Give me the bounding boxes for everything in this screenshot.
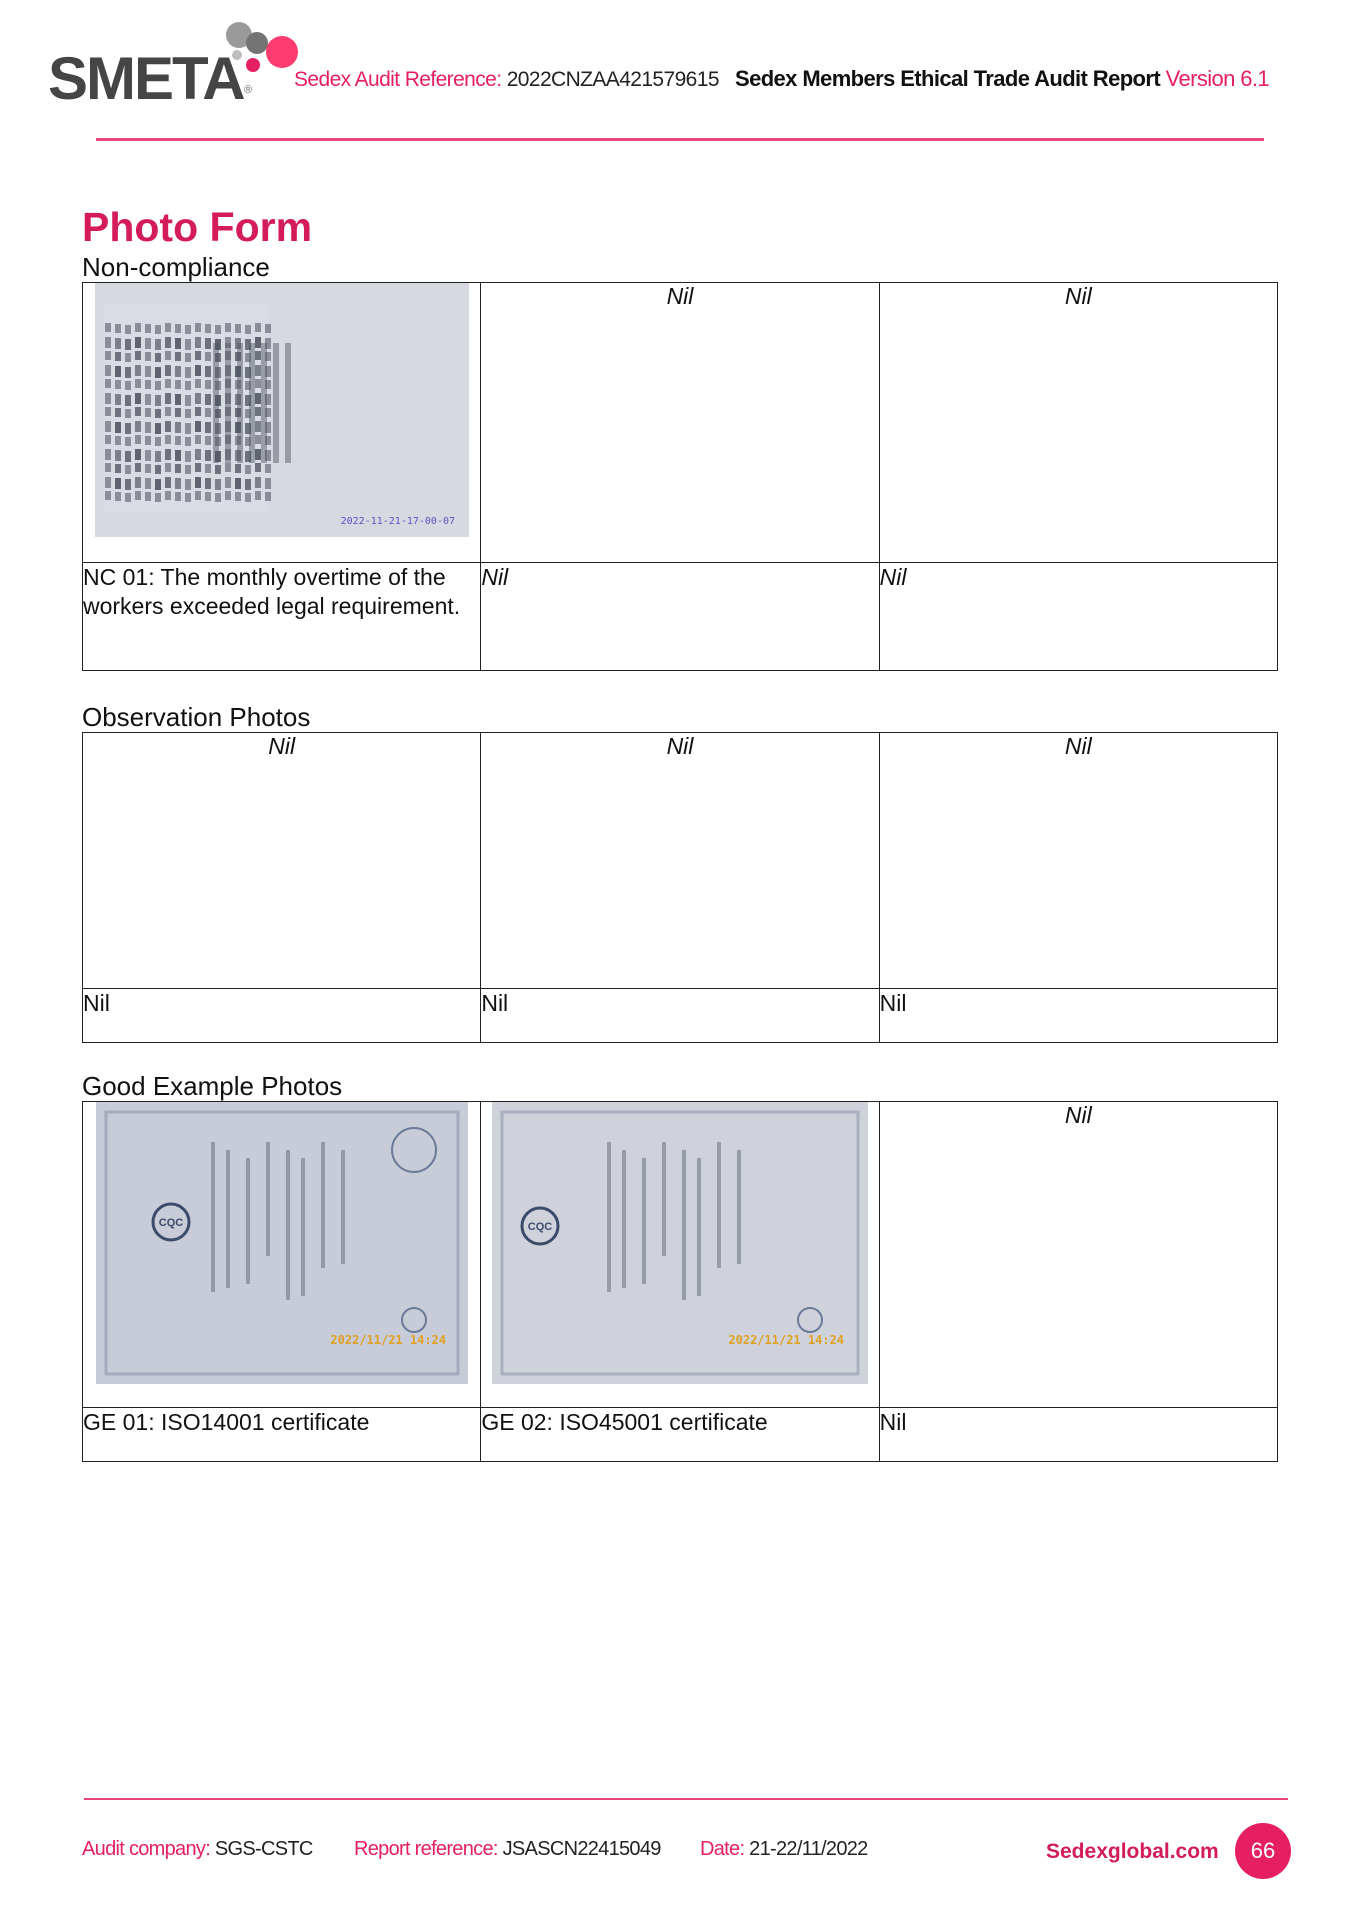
document-text-mark [265, 464, 271, 473]
document-text-mark [155, 353, 161, 362]
document-text-mark [175, 492, 181, 501]
document-text-mark [205, 366, 211, 377]
ge-photo-cell: Nil [879, 1102, 1277, 1408]
certificate-text-mark [717, 1142, 721, 1268]
document-text-mark [273, 343, 279, 463]
document-text-mark [235, 492, 241, 501]
document-text-mark [145, 338, 151, 349]
certificate-text-mark [622, 1150, 626, 1288]
document-text-mark [215, 325, 221, 334]
audit-reference-value: 2022CNZAA421579615 [506, 68, 719, 91]
certificate-text-mark [662, 1142, 666, 1256]
document-text-mark [225, 477, 231, 488]
certificate-text-mark [266, 1142, 270, 1256]
document-text-mark [195, 463, 201, 472]
document-text-mark [105, 463, 111, 472]
document-text-mark [175, 324, 181, 333]
report-title-text: Sedex Members Ethical Trade Audit Report [735, 66, 1161, 91]
document-text-mark [115, 408, 121, 417]
certificate-text-mark [737, 1150, 741, 1264]
document-text-mark [255, 449, 261, 460]
document-text-mark [155, 367, 161, 378]
audit-reference [294, 68, 719, 92]
document-text-mark [155, 437, 161, 446]
document-text-mark [145, 380, 151, 389]
document-text-mark [165, 393, 171, 404]
document-text-mark [205, 450, 211, 461]
document-text-mark [155, 409, 161, 418]
document-text-mark [165, 463, 171, 472]
document-text-mark [261, 343, 267, 463]
certificate-text-mark [301, 1158, 305, 1296]
document-text-mark [245, 465, 251, 474]
certificate-text-mark [607, 1142, 611, 1292]
document-text-mark [115, 450, 121, 461]
document-text-mark [115, 324, 121, 333]
document-text-mark [145, 352, 151, 361]
ge-photo-cell [83, 1102, 481, 1408]
non-compliance-table [82, 282, 1278, 671]
document-text-mark [125, 353, 131, 362]
document-text-mark [165, 477, 171, 488]
document-text-mark [135, 477, 141, 488]
document-text-mark [125, 437, 131, 446]
document-text-mark [125, 479, 131, 490]
document-text-mark [195, 393, 201, 404]
certificate-text-mark [246, 1158, 250, 1284]
footer-website: Sedexglobal.com [1046, 1840, 1219, 1863]
document-text-mark [115, 380, 121, 389]
document-text-mark [185, 493, 191, 502]
document-text-mark [205, 492, 211, 501]
document-text-mark [265, 324, 271, 333]
document-text-mark [135, 365, 141, 376]
document-text-mark [255, 477, 261, 488]
document-text-mark [245, 325, 251, 334]
nc-caption: Nil [481, 563, 879, 671]
document-text-mark [125, 493, 131, 502]
document-text-mark [175, 478, 181, 489]
nc-caption: NC 01: The monthly overtime of the workers exceeded legal requirement. [83, 563, 481, 671]
document-text-mark [155, 479, 161, 490]
report-title [735, 66, 1269, 92]
document-text-mark [135, 407, 141, 416]
document-text-mark [165, 407, 171, 416]
document-text-mark [105, 421, 111, 432]
document-text-mark [205, 324, 211, 333]
document-text-mark [205, 408, 211, 417]
certificate-text-mark [286, 1150, 290, 1300]
document-text-mark [255, 421, 261, 432]
document-text-mark [237, 343, 243, 463]
document-text-mark [155, 451, 161, 462]
document-text-mark [185, 395, 191, 406]
observation-caption: Nil [879, 989, 1277, 1043]
document-text-mark [255, 491, 261, 500]
nc-photo-cell: Nil [879, 283, 1277, 563]
cert-logo-text: CQC [158, 1217, 183, 1229]
document-text-mark [105, 491, 111, 500]
document-text-mark [175, 408, 181, 417]
document-text-mark [135, 449, 141, 460]
document-text-mark [115, 436, 121, 445]
logo-text: SMETA [48, 45, 244, 112]
document-text-mark [145, 408, 151, 417]
footer-date-value: 21-22/11/2022 [749, 1838, 868, 1860]
logo-registered-mark: ® [244, 84, 253, 96]
ge-caption: Nil [879, 1408, 1277, 1462]
document-text-mark [125, 409, 131, 418]
document-text-mark [235, 324, 241, 333]
document-text-mark [205, 338, 211, 349]
document-text-mark [285, 343, 291, 463]
footer-divider [84, 1798, 1288, 1800]
document-text-mark [185, 339, 191, 350]
document-text-mark [205, 380, 211, 389]
document-text-mark [175, 366, 181, 377]
document-text-mark [105, 323, 111, 332]
document-text-mark [115, 422, 121, 433]
document-text-mark [175, 380, 181, 389]
document-text-mark [115, 352, 121, 361]
document-text-mark [255, 435, 261, 444]
observation-photo-cell: Nil [481, 733, 879, 989]
document-text-mark [255, 407, 261, 416]
document-text-mark [105, 337, 111, 348]
certificate-text-mark [211, 1142, 215, 1292]
cert-logo-text: CQC [527, 1221, 553, 1233]
nc-photo-cell [83, 283, 481, 563]
document-text-mark [175, 422, 181, 433]
document-text-mark [175, 436, 181, 445]
document-text-mark [205, 436, 211, 445]
document-text-mark [185, 381, 191, 390]
observation-photo-cell: Nil [83, 733, 481, 989]
footer-company-value: SGS-CSTC [214, 1838, 313, 1860]
document-text-mark [125, 367, 131, 378]
document-text-mark [165, 337, 171, 348]
section-label-observation: Observation Photos [82, 702, 311, 732]
document-text-mark [205, 464, 211, 473]
document-text-mark [115, 394, 121, 405]
nc-01-photo-stamp: 2022-11-21-17-00-07 [340, 516, 455, 527]
document-text-mark [185, 367, 191, 378]
footer-report-reference [354, 1838, 661, 1861]
document-text-mark [165, 365, 171, 376]
logo-dot [266, 36, 298, 68]
audit-reference-label: Sedex Audit Reference: [294, 68, 502, 91]
document-text-mark [255, 323, 261, 332]
section-label-good-example: Good Example Photos [82, 1071, 343, 1101]
document-text-mark [185, 451, 191, 462]
document-text-mark [175, 464, 181, 473]
page-number-badge: 66 [1235, 1823, 1291, 1879]
document-text-mark [245, 479, 251, 490]
document-text-mark [105, 379, 111, 388]
document-text-mark [185, 465, 191, 474]
document-text-mark [145, 324, 151, 333]
document-text-mark [155, 465, 161, 474]
document-text-mark [255, 463, 261, 472]
document-text-mark [115, 478, 121, 489]
logo-dot [246, 32, 268, 54]
smeta-logo [48, 20, 288, 110]
nc-01-photo [95, 283, 469, 537]
document-text-mark [145, 478, 151, 489]
document-text-mark [105, 435, 111, 444]
document-text-mark [125, 381, 131, 390]
document-text-mark [185, 437, 191, 446]
document-text-mark [175, 338, 181, 349]
document-text-mark [185, 353, 191, 362]
document-text-mark [195, 449, 201, 460]
ge-02-photo [492, 1102, 868, 1384]
document-text-mark [205, 478, 211, 489]
document-text-mark [225, 491, 231, 500]
document-text-mark [225, 323, 231, 332]
document-text-mark [225, 463, 231, 472]
document-text-mark [135, 463, 141, 472]
document-text-mark [175, 394, 181, 405]
document-text-mark [265, 478, 271, 489]
document-text-mark [215, 479, 221, 490]
document-text-mark [255, 379, 261, 388]
document-text-mark [235, 464, 241, 473]
document-text-mark [165, 379, 171, 388]
document-text-mark [195, 337, 201, 348]
document-text-mark [185, 325, 191, 334]
document-text-mark [265, 492, 271, 501]
document-text-mark [195, 365, 201, 376]
document-text-mark [135, 435, 141, 444]
document-text-mark [145, 436, 151, 445]
document-text-mark [105, 449, 111, 460]
nc-photo-cell: Nil [481, 283, 879, 563]
document-text-mark [205, 422, 211, 433]
document-text-mark [225, 343, 231, 463]
document-text-mark [195, 351, 201, 360]
footer-company-label: Audit company: [82, 1838, 211, 1860]
certificate-text-mark [321, 1142, 325, 1268]
document-text-mark [165, 323, 171, 332]
document-text-mark [105, 365, 111, 376]
certificate-text-mark [697, 1158, 701, 1296]
footer-report-ref-label: Report reference: [354, 1838, 498, 1860]
document-text-mark [155, 381, 161, 390]
document-text-mark [245, 493, 251, 502]
document-text-mark [165, 351, 171, 360]
document-text-mark [145, 492, 151, 501]
document-text-mark [195, 421, 201, 432]
observation-photo-cell: Nil [879, 733, 1277, 989]
document-text-mark [135, 421, 141, 432]
document-text-mark [195, 407, 201, 416]
document-text-mark [155, 395, 161, 406]
document-text-mark [135, 351, 141, 360]
document-text-mark [215, 493, 221, 502]
document-text-mark [155, 325, 161, 334]
document-text-mark [215, 465, 221, 474]
ge-02-photo-stamp: 2022/11/21 14:24 [728, 1333, 844, 1347]
document-text-mark [235, 478, 241, 489]
document-text-mark [105, 393, 111, 404]
document-text-mark [195, 379, 201, 388]
document-text-mark [135, 393, 141, 404]
document-text-mark [125, 325, 131, 334]
certificate-text-mark [226, 1150, 230, 1288]
logo-dot [246, 58, 260, 72]
document-text-mark [115, 338, 121, 349]
ge-01-photo-stamp: 2022/11/21 14:24 [330, 1333, 446, 1347]
document-text-mark [115, 464, 121, 473]
document-text-mark [205, 352, 211, 361]
document-text-mark [105, 477, 111, 488]
document-text-mark [105, 351, 111, 360]
page-title: Photo Form [82, 204, 313, 250]
certificate-text-mark [642, 1158, 646, 1284]
document-text-mark [125, 339, 131, 350]
document-text-mark [155, 339, 161, 350]
document-text-mark [165, 491, 171, 500]
section-label-non-compliance: Non-compliance [82, 252, 270, 282]
report-version: Version 6.1 [1165, 66, 1270, 91]
ge-caption: GE 02: ISO45001 certificate [481, 1408, 879, 1462]
certificate-text-mark [682, 1150, 686, 1300]
document-text-mark [125, 451, 131, 462]
observation-caption: Nil [481, 989, 879, 1043]
document-text-mark [195, 435, 201, 444]
document-text-mark [165, 421, 171, 432]
document-text-mark [195, 477, 201, 488]
good-example-table [82, 1101, 1278, 1462]
document-text-mark [255, 351, 261, 360]
document-text-mark [105, 407, 111, 416]
document-text-mark [145, 464, 151, 473]
document-text-mark [145, 450, 151, 461]
observation-caption: Nil [83, 989, 481, 1043]
document-text-mark [165, 449, 171, 460]
document-text-mark [115, 366, 121, 377]
document-text-mark [185, 479, 191, 490]
document-text-mark [195, 491, 201, 500]
footer-report-ref-value: JSASCN22415049 [502, 1838, 661, 1860]
ge-caption: GE 01: ISO14001 certificate [83, 1408, 481, 1462]
document-text-mark [145, 422, 151, 433]
document-text-mark [115, 492, 121, 501]
document-text-mark [125, 395, 131, 406]
document-text-mark [185, 409, 191, 418]
footer-date-label: Date: [700, 1838, 745, 1860]
document-text-mark [255, 365, 261, 376]
document-text-mark [145, 394, 151, 405]
document-text-mark [175, 352, 181, 361]
document-text-mark [145, 366, 151, 377]
document-text-mark [135, 337, 141, 348]
page-header [0, 0, 1350, 150]
document-text-mark [195, 323, 201, 332]
document-text-mark [205, 394, 211, 405]
document-text-mark [165, 435, 171, 444]
document-text-mark [135, 323, 141, 332]
document-text-mark [125, 465, 131, 474]
ge-01-photo [96, 1102, 468, 1384]
document-text-mark [135, 491, 141, 500]
document-text-mark [175, 450, 181, 461]
document-text-mark [185, 423, 191, 434]
document-text-mark [255, 393, 261, 404]
document-text-mark [255, 337, 261, 348]
document-text-mark [155, 423, 161, 434]
document-text-mark [249, 343, 255, 463]
ge-photo-cell [481, 1102, 879, 1408]
nc-caption: Nil [879, 563, 1277, 671]
footer-audit-company [82, 1838, 313, 1861]
document-text-mark [155, 493, 161, 502]
header-divider [96, 138, 1264, 141]
document-text-mark [213, 343, 219, 463]
certificate-text-mark [341, 1150, 345, 1264]
document-text-mark [125, 423, 131, 434]
footer-date [700, 1838, 868, 1861]
document-text-mark [135, 379, 141, 388]
observation-table [82, 732, 1278, 1043]
